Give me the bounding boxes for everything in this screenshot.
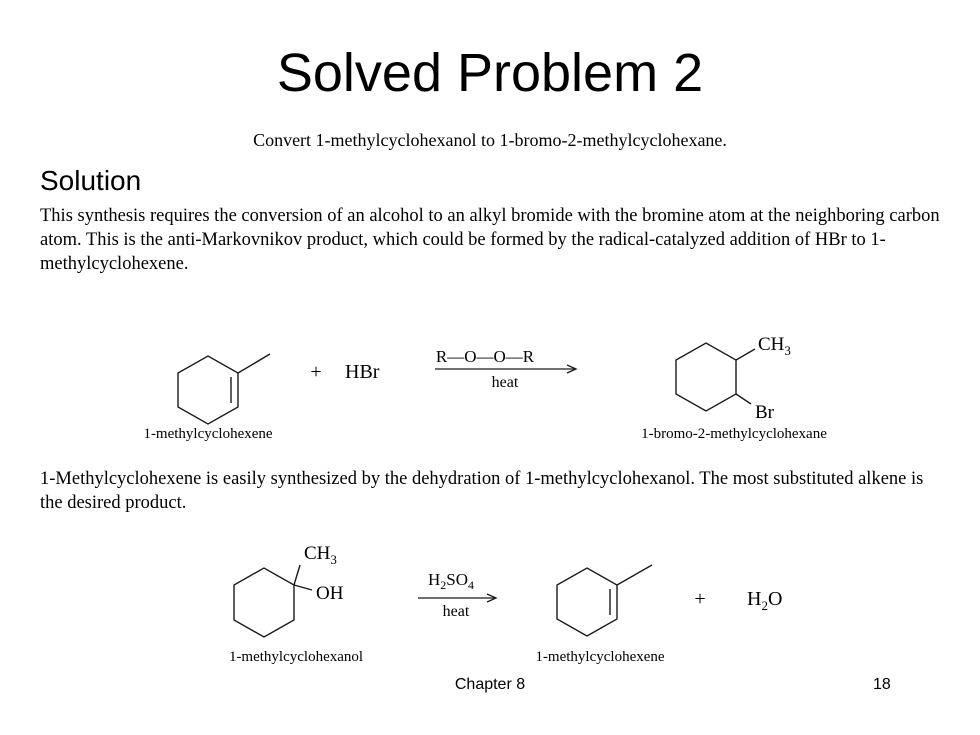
product-bromo-group: Br: [755, 402, 774, 423]
product-methyl-group: $CH_3$: [758, 334, 791, 358]
arrow-condition-heat: heat: [491, 374, 519, 391]
water-product: $H_2O$: [747, 588, 783, 613]
bromomethylcyclohexane-structure: [676, 343, 755, 411]
reactant-methyl-group: $CH_3$: [304, 543, 337, 567]
problem-statement: Convert 1-methylcyclohexanol to 1-bromo-2-methylcyclohexane.: [253, 130, 727, 150]
page-number: 18: [873, 676, 891, 693]
sulfuric-acid-reagent: $H_2SO_4$: [428, 570, 475, 592]
reaction-1-scheme: [0, 318, 980, 448]
footer-chapter: Chapter 8: [454, 676, 526, 693]
reaction-2-scheme: [0, 535, 980, 670]
solution-paragraph-2: 1-Methylcyclohexene is easily synthesized by the dehydration of 1-methylcyclohexanol. The most substituted alkene is the desired product.: [40, 469, 924, 513]
solution-heading: Solution: [40, 165, 142, 196]
slide-title: Solved Problem 2: [276, 43, 704, 103]
peroxide-reagent: R—O—O—R: [435, 347, 535, 366]
solution-paragraph-1: This synthesis requires the conversion of an alcohol to an alkyl bromide with the bromine atom at the neighboring carbon atom. This is the anti-Markovnikov product, which could be formed by the radical-catalyzed addition of HBr to 1-methylcyclohexene.: [40, 206, 940, 274]
product-label: 1-methylcyclohexene: [535, 649, 665, 665]
reactant-label: 1-methylcyclohexene: [143, 426, 273, 442]
arrow-condition-heat: heat: [442, 603, 470, 620]
reactant-label: 1-methylcyclohexanol: [228, 649, 364, 665]
product-label: 1-bromo-2-methylcyclohexane: [641, 426, 827, 442]
plus-sign: +: [694, 588, 706, 610]
methylcyclohexanol-structure: [234, 565, 312, 637]
hbr-reagent: HBr: [345, 361, 380, 383]
reactant-hydroxyl-group: OH: [316, 583, 344, 604]
methylcyclohexene-structure: [557, 565, 652, 636]
methylcyclohexene-structure: [178, 354, 270, 424]
plus-sign: +: [310, 361, 322, 383]
